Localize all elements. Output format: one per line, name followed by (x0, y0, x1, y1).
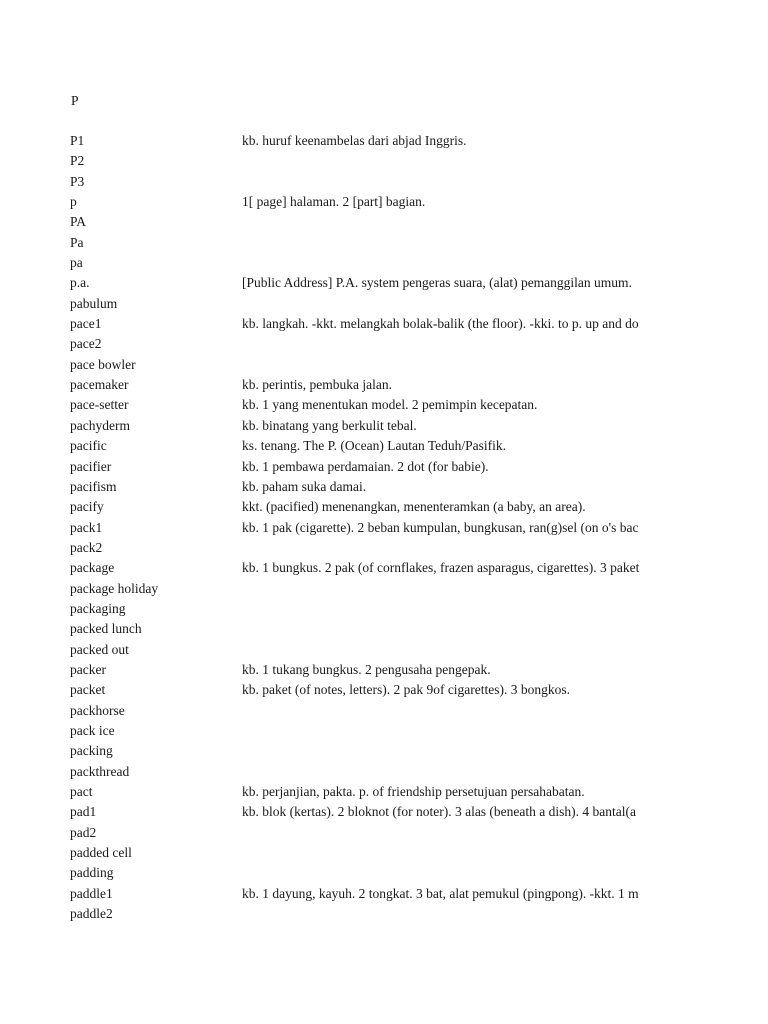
entry-row (0, 477, 768, 497)
entry-term: p.a. (70, 275, 90, 291)
entry-term: pad2 (70, 824, 97, 840)
entry-term: P2 (70, 153, 85, 169)
entry-definition: kb. 1 pak (cigarette). 2 beban kumpulan, bungkusan, ran(g)sel (on o's bac (242, 519, 639, 535)
entry-definition: kb. blok (kertas). 2 bloknot (for noter). 3 alas (beneath a dish). 4 bantal(a (242, 804, 636, 820)
entry-term: packthread (70, 763, 130, 779)
entry-row (0, 802, 768, 822)
entry-term: padding (70, 865, 114, 881)
entry-term: pace2 (70, 336, 102, 352)
entry-row (0, 619, 768, 639)
entry-term: pacific (70, 438, 107, 454)
entry-row (0, 436, 768, 456)
entry-row (0, 599, 768, 619)
entry-term: pace bowler (70, 356, 136, 372)
entry-term: P1 (70, 133, 85, 148)
section-letter-heading: P (71, 93, 79, 108)
entry-row (0, 131, 768, 151)
entry-definition: kb. paket (of notes, letters). 2 pak 9of cigarettes). 3 bongkos. (242, 682, 571, 698)
entry-definition: kb. perintis, pembuka jalan. (242, 377, 392, 393)
entry-term: pact (70, 784, 93, 799)
entry-row (0, 497, 768, 517)
entry-definition: ks. tenang. The P. (Ocean) Lautan Teduh/Pasifik. (242, 438, 506, 454)
entry-term: PA (70, 214, 87, 230)
entry-row (0, 375, 768, 395)
entry-row (0, 395, 768, 415)
entry-row (0, 538, 768, 558)
entry-row (0, 151, 768, 171)
entry-row (0, 314, 768, 334)
entry-term: pacify (70, 499, 104, 515)
entry-definition: kb. perjanjian, pakta. p. of friendship persetujuan persahabatan. (242, 784, 585, 799)
entry-row (0, 253, 768, 273)
entry-list (0, 131, 768, 924)
entry-definition: kb. 1 tukang bungkus. 2 pengusaha pengepak. (242, 661, 491, 677)
entry-definition: kb. langkah. -kkt. melangkah bolak-balik (the floor). -kki. to p. up and do (242, 316, 639, 332)
entry-term: packhorse (70, 702, 125, 718)
entry-row (0, 294, 768, 314)
entry-term: packer (70, 661, 106, 677)
entry-row (0, 518, 768, 538)
entry-row (0, 558, 768, 578)
entry-term: packaging (70, 600, 126, 616)
entry-row (0, 273, 768, 293)
entry-term: Pa (70, 234, 84, 250)
entry-definition: kb. 1 bungkus. 2 pak (of cornflakes, frazen asparagus, cigarettes). 3 paket (242, 560, 640, 576)
entry-row (0, 904, 768, 924)
entry-term: p (70, 194, 77, 210)
entry-row (0, 640, 768, 660)
entry-term: pack2 (70, 539, 103, 555)
entry-term: packet (70, 682, 106, 698)
entry-term: pad1 (70, 804, 97, 820)
entry-term: pachyderm (70, 417, 130, 433)
entry-definition: kb. binatang yang berkulit tebal. (242, 417, 417, 433)
entry-term: padded cell (70, 845, 132, 861)
entry-term: pack1 (70, 519, 103, 535)
entry-term: pacifism (70, 478, 117, 494)
entry-row (0, 579, 768, 599)
entry-definition: [Public Address] P.A. system pengeras suara, (alat) pemanggilan umum. (242, 275, 632, 291)
entry-term: paddle1 (70, 885, 113, 901)
entry-row (0, 212, 768, 232)
entry-definition: 1[ page] halaman. 2 [part] bagian. (242, 194, 426, 210)
entry-definition: kb. paham suka damai. (242, 478, 367, 494)
entry-row (0, 843, 768, 863)
entry-row (0, 741, 768, 761)
entry-row (0, 457, 768, 477)
entry-term: packing (70, 743, 113, 759)
entry-row (0, 680, 768, 700)
entry-row (0, 762, 768, 782)
entry-definition: kb. 1 yang menentukan model. 2 pemimpin kecepatan. (242, 397, 538, 413)
entry-definition: kb. huruf keenambelas dari abjad Inggris. (242, 133, 467, 148)
entry-row (0, 233, 768, 253)
entry-row (0, 192, 768, 212)
entry-row (0, 355, 768, 375)
entry-term: package holiday (70, 580, 159, 596)
entry-term: pack ice (70, 722, 115, 738)
entry-term: pacifier (70, 458, 112, 474)
entry-term: pace-setter (70, 397, 129, 413)
entry-term: pabulum (70, 295, 118, 311)
entry-term: package (70, 560, 115, 576)
entry-row (0, 863, 768, 883)
entry-row (0, 660, 768, 680)
entry-row (0, 721, 768, 741)
entry-term: pacemaker (70, 377, 129, 393)
entry-term: P3 (70, 173, 85, 189)
entry-row (0, 884, 768, 904)
entry-term: pa (70, 255, 83, 271)
entry-definition: kkt. (pacified) menenangkan, menenteramkan (a baby, an area). (242, 499, 586, 515)
entry-term: pace1 (70, 316, 102, 332)
entry-row (0, 701, 768, 721)
entry-definition: kb. 1 dayung, kayuh. 2 tongkat. 3 bat, alat pemukul (pingpong). -kkt. 1 m (242, 885, 639, 901)
entry-row (0, 334, 768, 354)
entry-row (0, 823, 768, 843)
entry-term: packed lunch (70, 621, 142, 637)
entry-row (0, 416, 768, 436)
entry-row (0, 172, 768, 192)
entry-definition: kb. 1 pembawa perdamaian. 2 dot (for babie). (242, 458, 489, 474)
entry-term: paddle2 (70, 906, 113, 922)
entry-row (0, 782, 768, 802)
entry-term: packed out (70, 641, 129, 657)
